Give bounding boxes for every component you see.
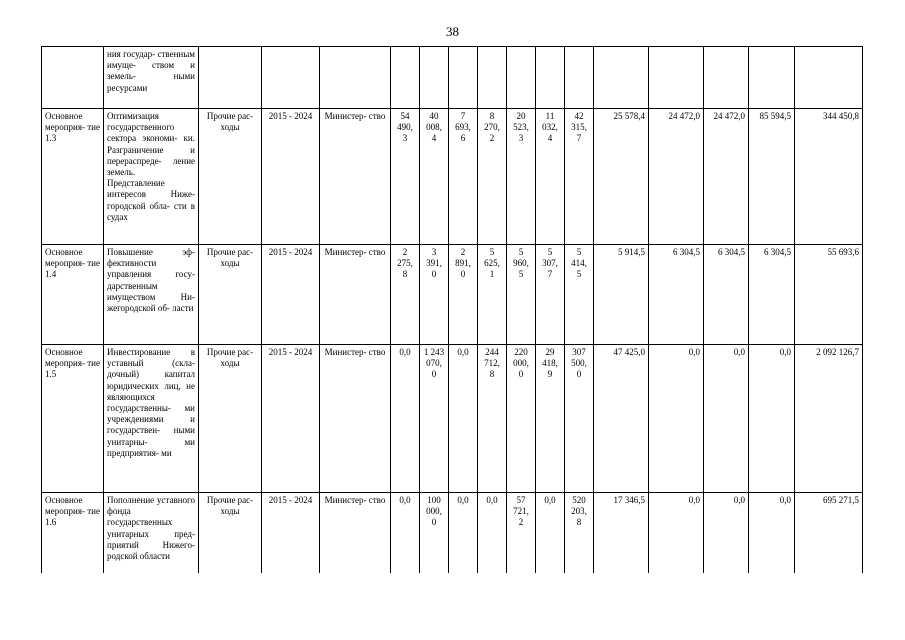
cell-source: Прочие рас- ходы — [199, 245, 262, 345]
cell-description: Инвестирование в уставный (скла- дочный) капитал юридических лиц, не являющихся государственны- ми учреждениями и государствен- ными унитарны- ми предприятия- ми — [104, 345, 199, 493]
table-row — [42, 245, 863, 345]
cell-value: 0,0 — [391, 345, 420, 493]
cell-value: 100 000, 0 — [420, 493, 449, 573]
cell-value: 1 243 070, 0 — [420, 345, 449, 493]
cell-value: 11 032, 4 — [536, 109, 565, 245]
cell-value: 0,0 — [478, 493, 507, 573]
cell-executor — [320, 47, 391, 109]
cell-value: 307 500, 0 — [565, 345, 594, 493]
budget-table — [41, 46, 863, 573]
cell-value — [649, 47, 704, 109]
cell-value: 5 960, 5 — [507, 245, 536, 345]
cell-value: 24 472,0 — [704, 109, 749, 245]
cell-value: 0,0 — [704, 345, 749, 493]
cell-period: 2015 - 2024 — [262, 109, 320, 245]
cell-description: Пополнение уставного фонда государственных унитарных пред- приятий Нижего- родской области — [104, 493, 199, 573]
cell-value — [536, 47, 565, 109]
cell-value: 0,0 — [704, 493, 749, 573]
table-row — [42, 493, 863, 573]
cell-value: 57 721, 2 — [507, 493, 536, 573]
cell-value — [507, 47, 536, 109]
cell-value: 244 712, 8 — [478, 345, 507, 493]
cell-name: Основное мероприя- тие 1.3 — [42, 109, 104, 245]
cell-value: 0,0 — [649, 493, 704, 573]
cell-value: 20 523, 3 — [507, 109, 536, 245]
cell-value: 6 304,5 — [649, 245, 704, 345]
cell-value: 0,0 — [391, 493, 420, 573]
cell-period: 2015 - 2024 — [262, 345, 320, 493]
cell-period — [262, 47, 320, 109]
cell-value: 0,0 — [749, 345, 795, 493]
cell-name — [42, 47, 104, 109]
cell-value — [449, 47, 478, 109]
cell-value: 40 008, 4 — [420, 109, 449, 245]
cell-value: 5 914,5 — [594, 245, 649, 345]
cell-description: Повышение эф- фективности управления госу- дарственным имуществом Ни- жегородской об- ласти — [104, 245, 199, 345]
cell-value — [565, 47, 594, 109]
cell-name: Основное мероприя- тие 1.5 — [42, 345, 104, 493]
cell-value: 47 425,0 — [594, 345, 649, 493]
cell-value: 0,0 — [449, 345, 478, 493]
cell-value: 6 304,5 — [749, 245, 795, 345]
cell-source: Прочие рас- ходы — [199, 493, 262, 573]
cell-value: 17 346,5 — [594, 493, 649, 573]
cell-value: 24 472,0 — [649, 109, 704, 245]
cell-period: 2015 - 2024 — [262, 493, 320, 573]
cell-value: 520 203, 8 — [565, 493, 594, 573]
cell-value: 0,0 — [536, 493, 565, 573]
cell-description: ния государ- ственным имуще- ством и земель- ными ресурсами — [104, 47, 199, 109]
table-row — [42, 109, 863, 245]
cell-value: 2 891, 0 — [449, 245, 478, 345]
cell-value: 0,0 — [649, 345, 704, 493]
cell-value: 5 625, 1 — [478, 245, 507, 345]
cell-value: 25 578,4 — [594, 109, 649, 245]
table-row — [42, 345, 863, 493]
cell-value: 5 414, 5 — [565, 245, 594, 345]
cell-value — [420, 47, 449, 109]
table-row — [42, 47, 863, 109]
cell-value: 6 304,5 — [704, 245, 749, 345]
cell-value — [704, 47, 749, 109]
cell-value: 7 693, 6 — [449, 109, 478, 245]
cell-value: 0,0 — [749, 493, 795, 573]
cell-value: 85 594,5 — [749, 109, 795, 245]
cell-source: Прочие рас- ходы — [199, 345, 262, 493]
cell-name: Основное мероприя- тие 1.4 — [42, 245, 104, 345]
cell-total: 344 450,8 — [795, 109, 863, 245]
cell-value: 2 275, 8 — [391, 245, 420, 345]
cell-executor: Министер- ство — [320, 345, 391, 493]
cell-period: 2015 - 2024 — [262, 245, 320, 345]
cell-name: Основное мероприя- тие 1.6 — [42, 493, 104, 573]
cell-executor: Министер- ство — [320, 109, 391, 245]
cell-total: 2 092 126,7 — [795, 345, 863, 493]
cell-value: 8 270, 2 — [478, 109, 507, 245]
cell-source: Прочие рас- ходы — [199, 109, 262, 245]
cell-total: 695 271,5 — [795, 493, 863, 573]
cell-source — [199, 47, 262, 109]
cell-executor: Министер- ство — [320, 493, 391, 573]
cell-value: 3 391, 0 — [420, 245, 449, 345]
cell-value — [391, 47, 420, 109]
cell-value — [749, 47, 795, 109]
cell-value: 54 490, 3 — [391, 109, 420, 245]
cell-value: 0,0 — [449, 493, 478, 573]
cell-value — [478, 47, 507, 109]
cell-value: 5 307, 7 — [536, 245, 565, 345]
cell-value — [594, 47, 649, 109]
cell-description: Оптимизация государственного сектора экономи- ки. Разграничение и перераспреде- ление земель. Представление интересов Ниже- городской обла- сти в судах — [104, 109, 199, 245]
page-number: 38 — [446, 24, 459, 39]
cell-executor: Министер- ство — [320, 245, 391, 345]
cell-value: 29 418, 9 — [536, 345, 565, 493]
cell-value: 220 000, 0 — [507, 345, 536, 493]
cell-value: 42 315, 7 — [565, 109, 594, 245]
cell-total — [795, 47, 863, 109]
cell-total: 55 693,6 — [795, 245, 863, 345]
